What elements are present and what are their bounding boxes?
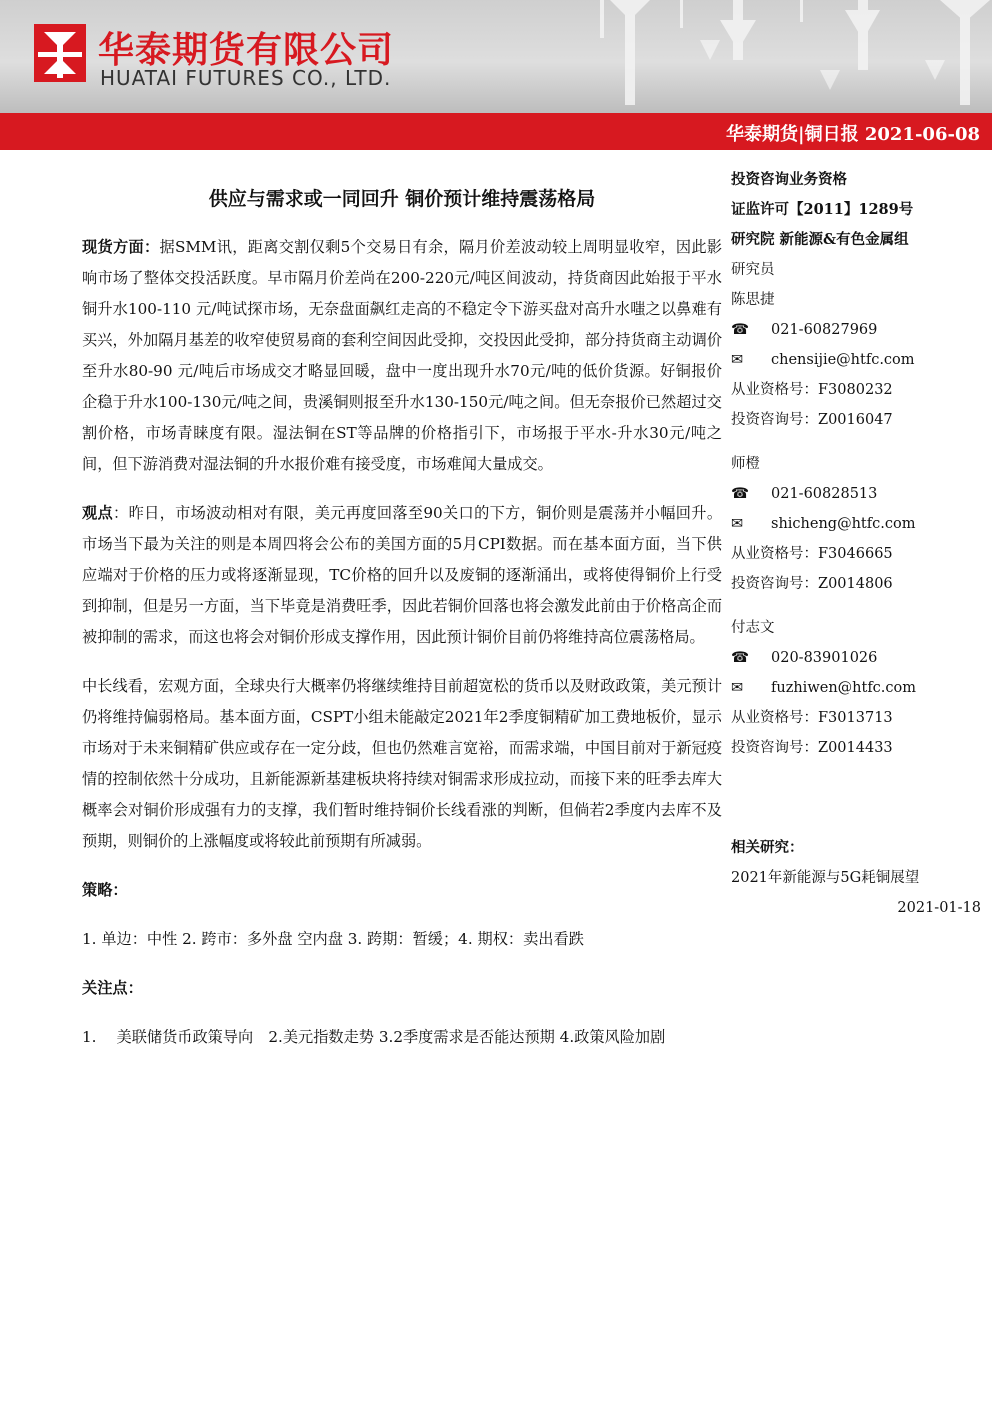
report-headline: 供应与需求或一同回升 铜价预计维持震荡格局: [208, 188, 596, 210]
strategy-label: 策略：: [82, 881, 128, 899]
analyst-name: 师橙: [731, 456, 760, 472]
license-number: 证监许可【2011】1289号: [731, 201, 914, 218]
long-term-section: 中长线看，宏观方面，全球央行大概率仍将继续维持目前超宽松的货币以及财政政策，美元预计仍将维持偏弱格局。基本面方面，CSPT小组未能敲定2021年2季度铜精矿加工费地板价，显示市场对于未来铜精矿供应或存在一定分歧，但也仍然难言宽裕，而需求端，中国目前对于新冠疫情的控制依然十分成功，且新能源新基建板块将持续对铜需求形成拉动，而接下来的旺季去库大概率会对铜价形成强有力的支撑，我们暂时维持铜价长线看涨的判断，但倘若2季度内去库不及预期，则铜价的上涨幅度或将较此前预期有所减弱。: [82, 677, 722, 850]
analyst-phone: ☎ 021-60828513: [731, 479, 981, 509]
header-banner: [0, 0, 992, 113]
view-section: [82, 498, 722, 653]
envelope-icon: ✉: [731, 680, 744, 696]
report-bar: [0, 113, 992, 150]
envelope-icon: ✉: [731, 516, 744, 532]
view-text: ：昨日，市场波动相对有限，美元再度回落至90关口的下方，铜价则是震荡并小幅回升。市场当下最为关注的则是本周四将会公布的美国方面的5月CPI数据。而在基本面方面，当下供应端对于价格的压力或将逐渐显现，TC价格的回升以及废铜的逐渐涌出，或将使得铜价上行受到抑制，但是另一方面，当下毕竟是消费旺季，因此若铜价回落也将会激发此前由于价格高企而被抑制的需求，而这也将会对铜价形成支撑作用，因此预计铜价目前仍将维持高位震荡格局。: [82, 504, 723, 646]
analyst-qualification: 从业资格号：F3046665: [731, 546, 893, 562]
view-label: 观点: [82, 504, 114, 522]
report-title-date: 华泰期货|铜日报 2021-06-08: [726, 124, 980, 145]
license-title: 投资咨询业务资格: [731, 171, 847, 188]
analyst-email[interactable]: ✉ fuzhiwen@htfc.com: [731, 673, 981, 703]
related-research-label: 相关研究：: [731, 839, 804, 856]
spot-text: 据SMM讯，距离交割仅剩5个交易日有余，隔月价差波动较上周明显收窄，因此影响市场了整体交投活跃度。早市隔月价差尚在200-220元/吨区间波动，持货商因此始报于平水铜升水100-110 元/吨试探市场，无奈盘面飙红走高的不稳定令下游买盘对高升水嗤之以鼻难有买兴，外加隔月基差的收窄使贸易商的套利空间因此受抑，交投因此受抑，部分持货商主动调价至升水80-90 元/吨后市场成交才略显回暖，盘中一度出现升水70元/吨的低价货源。好铜报价企稳于升水100-130元/吨之间，贵溪铜则报至升水130-150元/吨之间。但无奈报价已然超过交割价格，市场青睐度有限。湿法铜在ST等品牌的价格指引下，市场报于平水-升水30元/吨之间，但下游消费对湿法铜的升水报价难有接受度，市场难闻大量成交。: [82, 238, 723, 473]
spot-label: 现货方面：: [82, 238, 160, 256]
analyst-name: 陈思捷: [731, 292, 775, 308]
huatai-logo-icon: [30, 22, 90, 84]
analyst-email[interactable]: ✉ chensijie@htfc.com: [731, 345, 981, 375]
analyst-qualification: 从业资格号：F3080232: [731, 382, 893, 398]
company-name-en: HUATAI FUTURES CO., LTD.: [100, 66, 392, 90]
report-body: [82, 182, 722, 1071]
spot-section: [82, 232, 722, 480]
focus-text: 1. 美联储货币政策导向 2.美元指数走势 3.2季度需求是否能达预期 4.政策风险加剧: [82, 1028, 666, 1046]
department: 研究院 新能源&有色金属组: [731, 231, 909, 248]
envelope-icon: ✉: [731, 352, 744, 368]
company-name-cn: 华泰期货有限公司: [98, 30, 395, 71]
related-research-date: 2021-01-18: [897, 900, 981, 916]
phone-icon: ☎: [731, 650, 750, 666]
analyst-qualification: 从业资格号：F3013713: [731, 710, 893, 726]
analyst-email[interactable]: ✉ shicheng@htfc.com: [731, 509, 981, 539]
phone-icon: ☎: [731, 486, 750, 502]
related-research-title[interactable]: 2021年新能源与5G耗铜展望: [731, 870, 920, 886]
analyst-phone: ☎ 020-83901026: [731, 643, 981, 673]
analyst-consult-number: 投资咨询号：Z0014806: [731, 576, 893, 592]
analyst-consult-number: 投资咨询号：Z0016047: [731, 412, 893, 428]
analyst-consult-number: 投资咨询号：Z0014433: [731, 740, 893, 756]
role-label: 研究员: [731, 262, 775, 278]
analyst-phone: ☎ 021-60827969: [731, 315, 981, 345]
sidebar: [731, 165, 981, 923]
analyst-name: 付志文: [731, 620, 775, 636]
strategy-text: 1. 单边：中性 2. 跨市：多外盘 空内盘 3. 跨期：暂缓；4. 期权：卖出看跌: [82, 930, 584, 948]
focus-label: 关注点：: [82, 979, 143, 997]
phone-icon: ☎: [731, 322, 750, 338]
